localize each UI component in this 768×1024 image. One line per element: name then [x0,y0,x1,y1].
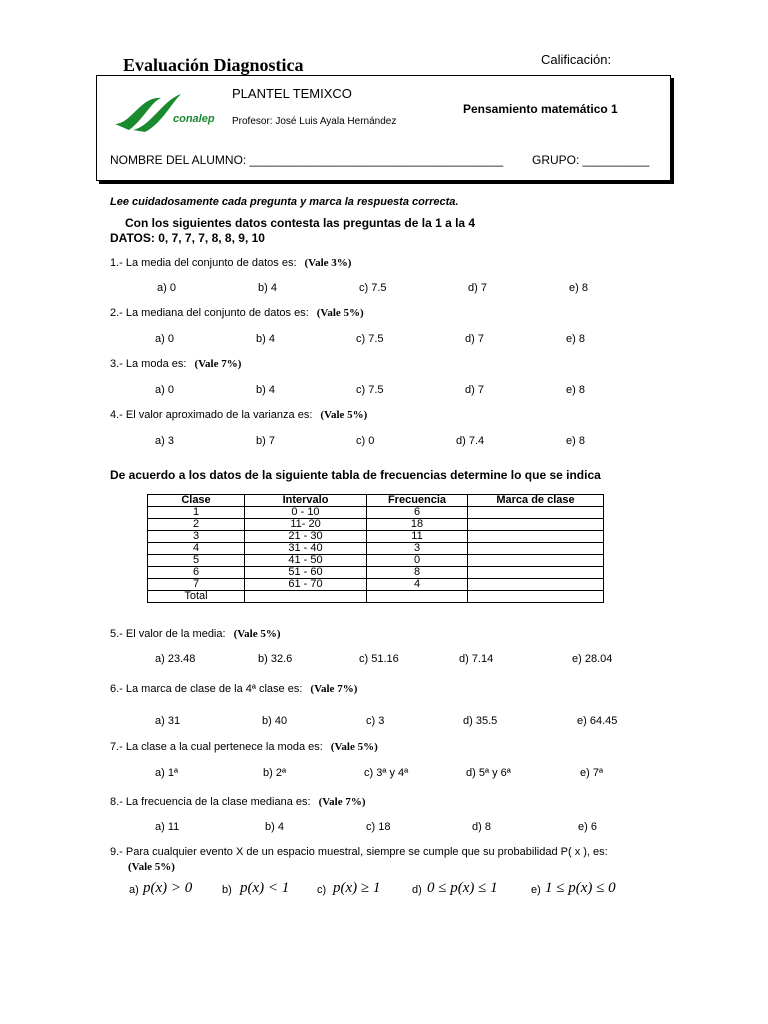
answer-option[interactable]: b) 2ª [263,767,287,779]
school-name: PLANTEL TEMIXCO [232,86,352,101]
data-intro: Con los siguientes datos contesta las preguntas de la 1 a la 4 [125,216,476,230]
question-label: 4.- El valor aproximado de la varianza es: [110,409,313,421]
answer-option[interactable]: e) 8 [566,333,585,345]
table-cell: 21 - 30 [245,531,367,543]
answer-option[interactable]: c) 18 [366,821,391,833]
table-cell [468,567,604,579]
question-text [110,358,241,370]
answer-option[interactable]: c) 7.5 [356,384,384,396]
table-cell: 8 [367,567,468,579]
question-label: 3.- La moda es: [110,358,187,370]
question-9-value: (Vale 5%) [128,861,175,873]
table-cell [468,543,604,555]
table-cell: Total [148,591,245,603]
answer-option[interactable]: e) 64.45 [577,715,618,727]
answer-option[interactable]: c) 3 [366,715,385,727]
table-cell: 31 - 40 [245,543,367,555]
answer-option[interactable]: b) 4 [256,384,275,396]
table-cell: 6 [367,507,468,519]
table-cell: 51 - 60 [245,567,367,579]
answer-option[interactable]: c) 0 [356,435,375,447]
answer-option[interactable]: d) 7.4 [456,435,485,447]
table-cell [245,591,367,603]
table-cell: 18 [367,519,468,531]
question-text [110,307,364,319]
teacher-name: Profesor: José Luis Ayala Hernández [232,116,397,127]
table-row [148,519,604,531]
question-label: 8.- La frecuencia de la clase mediana es: [110,796,311,808]
table-cell [468,555,604,567]
question-value: (Vale 3%) [304,257,352,269]
table-cell: 2 [148,519,245,531]
table-cell: 6 [148,567,245,579]
question-text [110,683,357,695]
table-cell: 4 [148,543,245,555]
answer-option-expression[interactable]: 1 ≤ p(x) ≤ 0 [545,880,616,896]
question-text [110,628,281,640]
answer-option[interactable]: d) 7 [465,333,484,345]
table-row [148,591,604,603]
answer-option-label[interactable]: d) [412,884,422,896]
answer-option-label[interactable]: e) [531,884,541,896]
answer-option-label[interactable]: a) [129,884,139,896]
question-label: 5.- El valor de la media: [110,628,226,640]
answer-option[interactable]: d) 5ª y 6ª [466,767,511,779]
table-cell [468,507,604,519]
table-cell [367,591,468,603]
table-cell: 7 [148,579,245,591]
subject-name: Pensamiento matemático 1 [463,102,618,116]
question-value: (Vale 7%) [310,683,358,695]
answer-option[interactable]: b) 7 [256,435,275,447]
answer-option[interactable]: a) 23.48 [155,653,196,665]
answer-option-expression[interactable]: p(x) ≥ 1 [333,880,381,896]
answer-option[interactable]: c) 7.5 [359,282,387,294]
question-text [110,409,367,421]
question-value: (Vale 5%) [316,307,364,319]
answer-option-label[interactable]: c) [317,884,327,896]
table-cell: 41 - 50 [245,555,367,567]
answer-option[interactable]: e) 8 [569,282,588,294]
answer-option[interactable]: e) 28.04 [572,653,613,665]
question-text [110,741,378,753]
logo-text: conalep [173,113,215,125]
answer-option[interactable]: b) 32.6 [258,653,293,665]
answer-option-expression[interactable]: p(x) > 0 [143,880,193,896]
table-row [148,579,604,591]
question-label: 6.- La marca de clase de la 4ª clase es: [110,683,303,695]
question-9-text: 9.- Para cualquier evento X de un espacio muestral, siempre se cumple que su probabilidad P( x ), es: [110,846,608,858]
answer-option-expression[interactable]: p(x) < 1 [240,880,290,896]
table-row [148,531,604,543]
answer-option[interactable]: b) 40 [262,715,288,727]
question-value: (Vale 5%) [330,741,378,753]
answer-option[interactable]: e) 8 [566,435,585,447]
question-value: (Vale 5%) [233,628,281,640]
question-label: 7.- La clase a la cual pertenece la moda es: [110,741,323,753]
table-cell: 3 [367,543,468,555]
answer-option[interactable]: a) 31 [155,715,181,727]
student-name-field[interactable]: NOMBRE DEL ALUMNO: ______________________________________ [110,153,504,167]
question-value: (Vale 7%) [318,796,366,808]
table-cell: 11- 20 [245,519,367,531]
table-cell: 61 - 70 [245,579,367,591]
table-header: Marca de clase [468,495,604,507]
instructions: Lee cuidadosamente cada pregunta y marca la respuesta correcta. [110,196,459,208]
answer-option[interactable]: a) 0 [155,384,174,396]
table-cell: 0 - 10 [245,507,367,519]
table-cell [468,519,604,531]
answer-option[interactable]: b) 4 [265,821,284,833]
answer-option[interactable]: c) 51.16 [359,653,399,665]
answer-option[interactable]: c) 7.5 [356,333,384,345]
table-cell: 11 [367,531,468,543]
table-row [148,543,604,555]
answer-option[interactable]: d) 7.14 [459,653,494,665]
answer-option[interactable]: d) 35.5 [463,715,498,727]
answer-option[interactable]: a) 0 [157,282,176,294]
answer-option[interactable]: e) 6 [578,821,597,833]
answer-option[interactable]: b) 4 [256,333,275,345]
data-values: DATOS: 0, 7, 7, 7, 8, 8, 9, 10 [110,231,265,245]
table-header: Clase [148,495,245,507]
answer-option-expression[interactable]: 0 ≤ p(x) ≤ 1 [427,880,498,896]
question-text [110,796,366,808]
table-row [148,555,604,567]
table-header: Frecuencia [367,495,468,507]
table-cell: 3 [148,531,245,543]
table-header: Intervalo [245,495,367,507]
table-cell: 5 [148,555,245,567]
header-box [96,75,671,181]
table-row [148,567,604,579]
answer-option[interactable]: c) 3ª y 4ª [364,767,409,779]
answer-option[interactable]: a) 0 [155,333,174,345]
answer-option[interactable]: d) 7 [465,384,484,396]
question-text [110,257,351,269]
table-cell [468,531,604,543]
question-value: (Vale 7%) [194,358,242,370]
table-cell [468,579,604,591]
table-intro: De acuerdo a los datos de la siguiente tabla de frecuencias determine lo que se indica [110,468,601,482]
answer-option[interactable]: a) 3 [155,435,174,447]
table-cell: 4 [367,579,468,591]
answer-option[interactable]: b) 4 [258,282,277,294]
table-row [148,507,604,519]
answer-option[interactable]: d) 7 [468,282,487,294]
grade-label: Calificación: [541,52,612,67]
answer-option[interactable]: e) 7ª [580,767,604,779]
page-title: Evaluación Diagnostica [123,55,304,75]
frequency-table [147,494,604,603]
answer-option[interactable]: d) 8 [472,821,491,833]
group-field[interactable]: GRUPO: __________ [532,153,650,167]
question-label: 1.- La media del conjunto de datos es: [110,257,297,269]
table-cell: 1 [148,507,245,519]
question-label: 2.- La mediana del conjunto de datos es: [110,307,309,319]
answer-option[interactable]: a) 1ª [155,767,179,779]
table-cell [468,591,604,603]
answer-option[interactable]: e) 8 [566,384,585,396]
question-value: (Vale 5%) [320,409,368,421]
table-cell: 0 [367,555,468,567]
answer-option-label[interactable]: b) [222,884,232,896]
answer-option[interactable]: a) 11 [155,821,180,833]
